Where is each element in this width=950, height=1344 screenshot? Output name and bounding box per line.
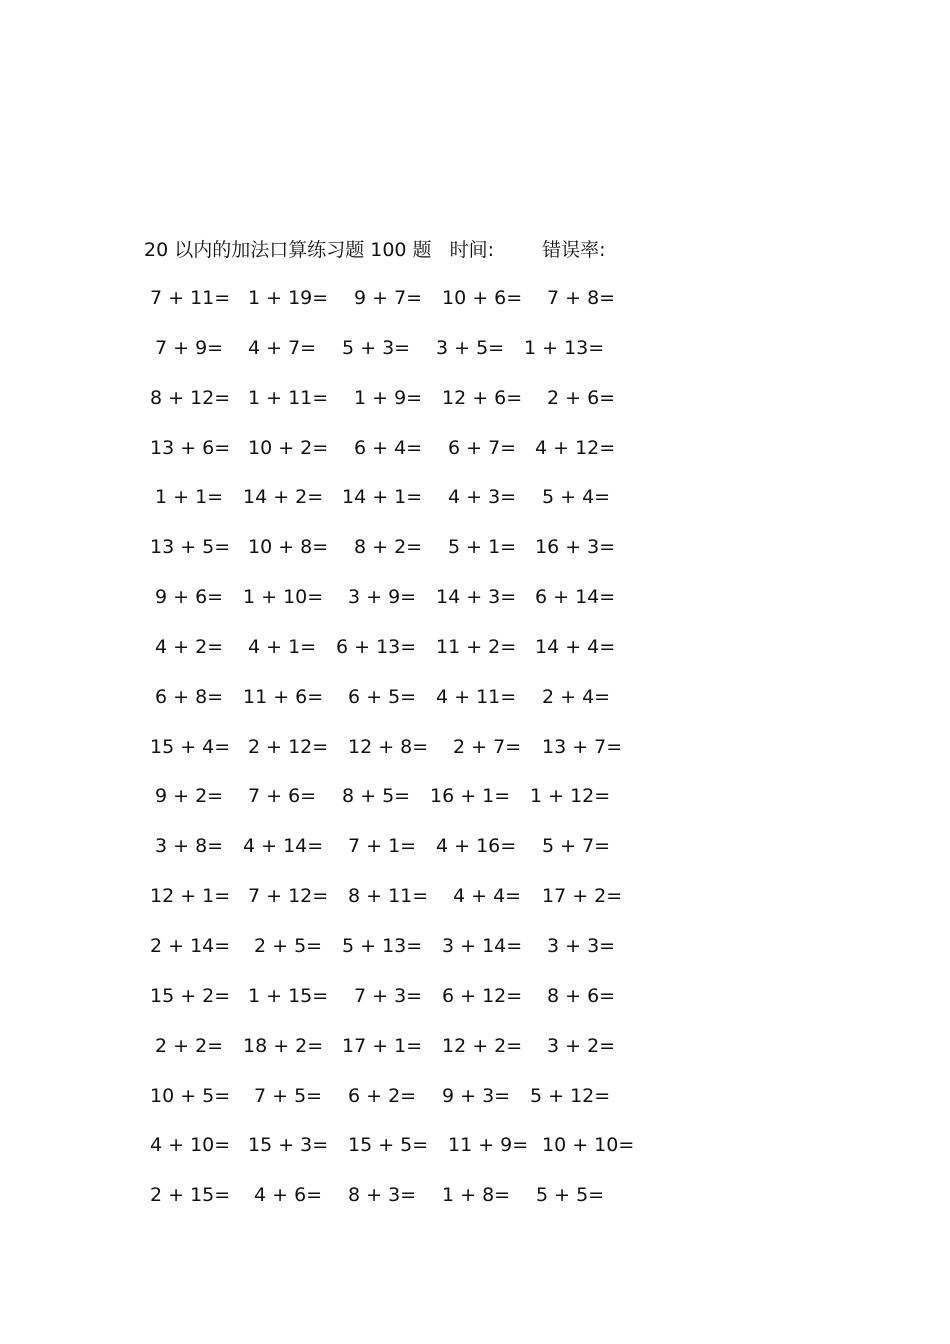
- problem-item: 1 + 10=: [243, 586, 324, 609]
- problem-row: [140, 931, 640, 981]
- problem-row: [140, 383, 640, 433]
- problem-item: 2 + 12=: [248, 735, 329, 758]
- problem-item: 9 + 6=: [155, 586, 224, 609]
- problem-item: 15 + 4=: [150, 735, 231, 758]
- problem-item: 4 + 2=: [155, 635, 224, 658]
- problem-item: 7 + 1=: [348, 835, 417, 858]
- problem-item: 1 + 9=: [354, 386, 423, 409]
- problem-item: 12 + 6=: [442, 386, 523, 409]
- problem-item: 12 + 1=: [150, 885, 231, 908]
- problem-item: 5 + 4=: [542, 486, 611, 509]
- problem-item: 12 + 8=: [348, 735, 429, 758]
- problem-row: [140, 831, 640, 881]
- problem-item: 7 + 6=: [248, 785, 317, 808]
- problem-item: 5 + 7=: [542, 835, 611, 858]
- problem-item: 8 + 3=: [348, 1184, 417, 1207]
- problem-item: 6 + 7=: [448, 436, 517, 459]
- problem-row: [140, 881, 640, 931]
- problem-item: 7 + 5=: [254, 1084, 323, 1107]
- problem-item: 1 + 13=: [524, 336, 605, 359]
- problem-item: 2 + 14=: [150, 934, 231, 957]
- problem-row: [140, 532, 640, 582]
- problem-item: 2 + 6=: [547, 386, 616, 409]
- problem-item: 3 + 8=: [155, 835, 224, 858]
- problem-item: 4 + 6=: [254, 1184, 323, 1207]
- problem-item: 3 + 5=: [436, 336, 505, 359]
- problem-row: [140, 582, 640, 632]
- problem-item: 6 + 12=: [442, 984, 523, 1007]
- problem-item: 2 + 5=: [254, 934, 323, 957]
- problem-row: [140, 333, 640, 383]
- problem-item: 10 + 2=: [248, 436, 329, 459]
- problem-item: 7 + 9=: [155, 336, 224, 359]
- problem-item: 6 + 4=: [354, 436, 423, 459]
- problem-item: 13 + 6=: [150, 436, 231, 459]
- problem-item: 2 + 2=: [155, 1034, 224, 1057]
- problem-item: 11 + 2=: [436, 635, 517, 658]
- problem-grid: [140, 283, 640, 1230]
- problem-item: 1 + 11=: [248, 386, 329, 409]
- problem-item: 17 + 2=: [542, 885, 623, 908]
- problem-row: [140, 781, 640, 831]
- error-rate-label: 错误率:: [542, 239, 606, 261]
- problem-row: [140, 732, 640, 782]
- problem-item: 1 + 15=: [248, 984, 329, 1007]
- problem-item: 11 + 6=: [243, 685, 324, 708]
- problem-item: 3 + 9=: [348, 586, 417, 609]
- problem-item: 1 + 19=: [248, 287, 329, 309]
- problem-item: 7 + 3=: [354, 984, 423, 1007]
- problem-item: 1 + 12=: [530, 785, 611, 808]
- time-label: 时间:: [449, 239, 495, 261]
- problem-item: 5 + 1=: [448, 536, 517, 559]
- problem-item: 7 + 12=: [248, 885, 329, 908]
- problem-item: 1 + 8=: [442, 1184, 511, 1207]
- problem-item: 4 + 14=: [243, 835, 324, 858]
- problem-item: 18 + 2=: [243, 1034, 324, 1057]
- problem-item: 2 + 7=: [453, 735, 522, 758]
- problem-item: 8 + 12=: [150, 386, 231, 409]
- problem-item: 6 + 14=: [535, 586, 616, 609]
- problem-item: 14 + 2=: [243, 486, 324, 509]
- problem-item: 5 + 13=: [342, 934, 423, 957]
- problem-item: 4 + 12=: [535, 436, 616, 459]
- problem-item: 9 + 2=: [155, 785, 224, 808]
- problem-row: [140, 482, 640, 532]
- problem-item: 4 + 4=: [453, 885, 522, 908]
- problem-item: 7 + 8=: [547, 287, 616, 309]
- problem-item: 9 + 3=: [442, 1084, 511, 1107]
- problem-item: 6 + 13=: [336, 635, 417, 658]
- problem-item: 8 + 2=: [354, 536, 423, 559]
- problem-item: 3 + 3=: [547, 934, 616, 957]
- problem-item: 6 + 8=: [155, 685, 224, 708]
- problem-item: 5 + 5=: [536, 1184, 605, 1207]
- problem-item: 4 + 16=: [436, 835, 517, 858]
- problem-item: 3 + 2=: [547, 1034, 616, 1057]
- problem-item: 4 + 10=: [150, 1134, 231, 1157]
- problem-item: 4 + 3=: [448, 486, 517, 509]
- problem-item: 14 + 1=: [342, 486, 423, 509]
- problem-item: 9 + 7=: [354, 287, 423, 309]
- problem-item: 11 + 9=: [448, 1134, 529, 1157]
- problem-item: 8 + 11=: [348, 885, 429, 908]
- problem-item: 1 + 1=: [155, 486, 224, 509]
- problem-item: 8 + 6=: [547, 984, 616, 1007]
- problem-item: 12 + 2=: [442, 1034, 523, 1057]
- problem-item: 15 + 3=: [248, 1134, 329, 1157]
- problem-item: 15 + 2=: [150, 984, 231, 1007]
- problem-item: 5 + 3=: [342, 336, 411, 359]
- problem-item: 7 + 11=: [150, 287, 231, 309]
- problem-row: [140, 1081, 640, 1131]
- problem-item: 4 + 1=: [248, 635, 317, 658]
- problem-item: 13 + 5=: [150, 536, 231, 559]
- problem-item: 16 + 3=: [535, 536, 616, 559]
- problem-row: [140, 682, 640, 732]
- worksheet-title: 20 以内的加法口算练习题 100 题: [144, 239, 432, 261]
- problem-row: [140, 1031, 640, 1081]
- problem-item: 14 + 4=: [535, 635, 616, 658]
- problem-row: [140, 1130, 640, 1180]
- problem-row: [140, 632, 640, 682]
- problem-row: [140, 283, 640, 333]
- problem-item: 2 + 15=: [150, 1184, 231, 1207]
- problem-item: 10 + 10=: [542, 1134, 635, 1157]
- problem-item: 17 + 1=: [342, 1034, 423, 1057]
- problem-item: 5 + 12=: [530, 1084, 611, 1107]
- problem-item: 6 + 5=: [348, 685, 417, 708]
- problem-row: [140, 433, 640, 483]
- problem-row: [140, 981, 640, 1031]
- problem-item: 4 + 7=: [248, 336, 317, 359]
- problem-item: 3 + 14=: [442, 934, 523, 957]
- problem-row: [140, 1180, 640, 1230]
- problem-item: 14 + 3=: [436, 586, 517, 609]
- problem-item: 16 + 1=: [430, 785, 511, 808]
- problem-item: 10 + 8=: [248, 536, 329, 559]
- problem-item: 15 + 5=: [348, 1134, 429, 1157]
- problem-item: 8 + 5=: [342, 785, 411, 808]
- problem-item: 13 + 7=: [542, 735, 623, 758]
- problem-item: 2 + 4=: [542, 685, 611, 708]
- problem-item: 10 + 6=: [442, 287, 523, 309]
- worksheet-header: [144, 236, 605, 264]
- problem-item: 10 + 5=: [150, 1084, 231, 1107]
- problem-item: 4 + 11=: [436, 685, 517, 708]
- problem-item: 6 + 2=: [348, 1084, 417, 1107]
